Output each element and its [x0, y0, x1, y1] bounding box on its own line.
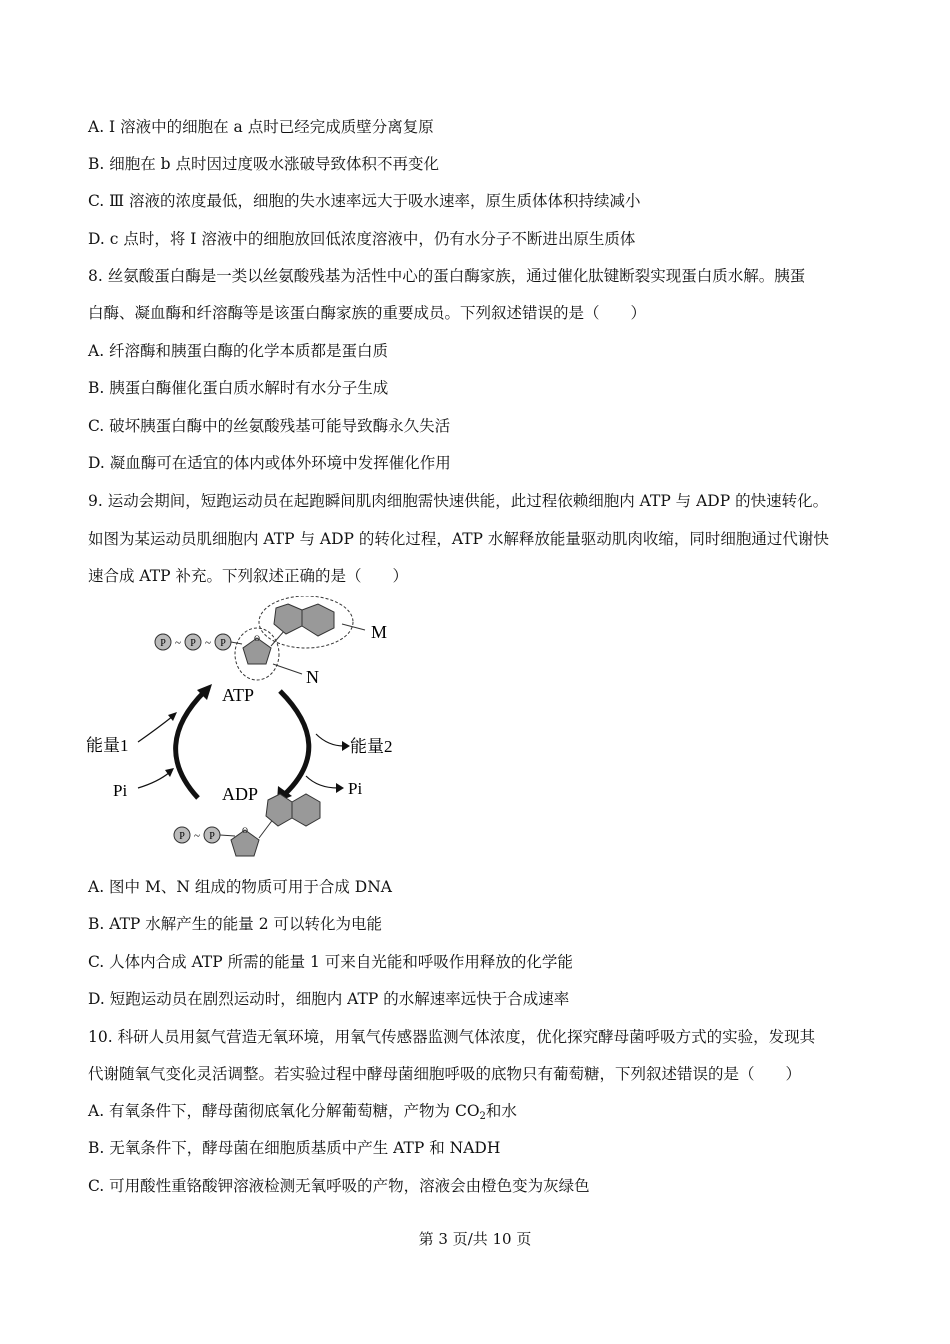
q10-option-a: [88, 1100, 890, 1128]
q10-option-c: C. 可用酸性重铬酸钾溶液检测无氧呼吸的产物，溶液会由橙色变为灰绿色: [88, 1177, 590, 1195]
label-pi-left: Pi: [113, 781, 128, 800]
q10-stem-line1: 10. 科研人员用氦气营造无氧环境，用氧气传感器监测气体浓度，优化探究酵母菌呼吸方式的实验，发现其: [88, 1028, 816, 1046]
q9-option-b: B. ATP 水解产生的能量 2 可以转化为电能: [88, 915, 383, 933]
sugar-oxygen: O: [254, 634, 260, 643]
atp-phosphate-chain: [155, 634, 242, 650]
phosphate-label: P: [179, 831, 185, 842]
label-energy-2: 能量2: [350, 737, 393, 756]
adenine-m: [259, 596, 387, 648]
label-adp: ADP: [221, 784, 259, 804]
phosphate-label: P: [160, 638, 166, 649]
q8-option-c: C. 破坏胰蛋白酶中的丝氨酸残基可能导致酶永久失活: [88, 417, 451, 435]
q8-option-d: D. 凝血酶可在适宜的体内或体外环境中发挥催化作用: [88, 454, 451, 472]
q8-stem-line1: 8. 丝氨酸蛋白酶是一类以丝氨酸残基为活性中心的蛋白酶家族，通过催化肽键断裂实现蛋白质水解。胰蛋: [88, 267, 806, 285]
phosphate-label: P: [209, 831, 215, 842]
phosphate-label: P: [220, 638, 226, 649]
q7-option-b: B. 细胞在 b 点时因过度吸水涨破导致体积不再变化: [88, 155, 440, 173]
ribose-n: [235, 628, 319, 687]
q7-option-a: A. Ⅰ 溶液中的细胞在 a 点时已经完成质壁分离复原: [88, 118, 434, 136]
q9-option-c: C. 人体内合成 ATP 所需的能量 1 可来自光能和呼吸作用释放的化学能: [88, 953, 573, 971]
synthesis-arrow: [176, 684, 212, 798]
co2-subscript: 2: [479, 1111, 486, 1122]
q10-option-a-text: A. 有氧条件下，酵母菌彻底氧化分解葡萄糖，产物为 CO: [88, 1102, 480, 1120]
hydrolysis-arrow: [277, 691, 309, 802]
q8-option-b: B. 胰蛋白酶催化蛋白质水解时有水分子生成: [88, 379, 389, 397]
q10-option-b: B. 无氧条件下，酵母菌在细胞质基质中产生 ATP 和 NADH: [88, 1139, 501, 1157]
q7-option-d: D. c 点时，将 Ⅰ 溶液中的细胞放回低浓度溶液中，仍有水分子不断进出原生质体: [88, 230, 636, 248]
q9-option-a: A. 图中 M、N 组成的物质可用于合成 DNA: [88, 878, 392, 896]
page-footer: 第 3 页/共 10 页: [418, 1230, 532, 1248]
atp-adp-diagram: [80, 596, 410, 868]
svg-text:~: ~: [194, 830, 200, 842]
q9-stem-line1: 9. 运动会期间，短跑运动员在起跑瞬间肌肉细胞需快速供能，此过程依赖细胞内 ATP 与 ADP 的快速转化。: [88, 492, 829, 510]
label-m: M: [371, 622, 388, 642]
q9-option-d: D. 短跑运动员在剧烈运动时，细胞内 ATP 的水解速率远快于合成速率: [88, 990, 570, 1008]
q10-stem-line2: 代谢随氧气变化灵活调整。若实验过程中酵母菌细胞呼吸的底物只有葡萄糖，下列叙述错误的是（ ）: [88, 1065, 802, 1083]
q8-option-a: A. 纤溶酶和胰蛋白酶的化学本质都是蛋白质: [88, 342, 389, 360]
q8-stem-line2: 白酶、凝血酶和纤溶酶等是该蛋白酶家族的重要成员。下列叙述错误的是（ ）: [88, 304, 647, 322]
label-atp: ATP: [221, 685, 255, 705]
q10-option-a-tail: 和水: [485, 1102, 517, 1120]
q7-option-c: C. Ⅲ 溶液的浓度最低，细胞的失水速率远大于吸水速率，原生质体体积持续减小: [88, 192, 641, 210]
sugar-oxygen: O: [242, 826, 248, 835]
phosphate-label: P: [190, 638, 196, 649]
svg-text:~: ~: [205, 637, 211, 649]
label-n: N: [306, 667, 319, 687]
q9-stem-line2: 如图为某运动员肌细胞内 ATP 与 ADP 的转化过程，ATP 水解释放能量驱动肌肉收缩，同时细胞通过代谢快: [88, 530, 829, 548]
q9-stem-line3: 速合成 ATP 补充。下列叙述正确的是（ ）: [88, 567, 408, 585]
svg-text:~: ~: [175, 637, 181, 649]
label-energy-1: 能量1: [86, 736, 129, 755]
label-pi-right: Pi: [348, 779, 363, 798]
